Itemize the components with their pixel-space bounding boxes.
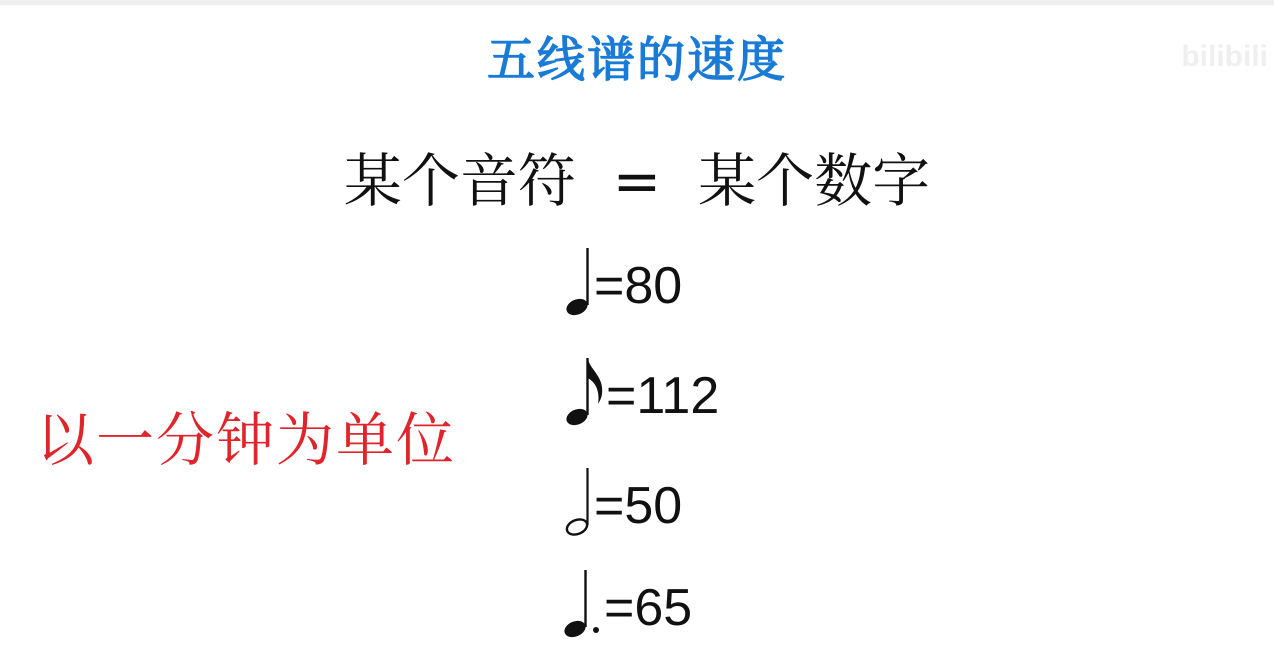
watermark-logo: bilibili <box>1181 40 1268 73</box>
note-equals-number-statement: 某个音符 = 某个数字 <box>343 147 931 215</box>
tempo-mark-dotted-quarter <box>560 560 692 640</box>
tempo-value: =65 <box>604 579 693 637</box>
tempo-value: =112 <box>606 367 720 425</box>
per-minute-unit-label: 以一分钟为单位 <box>36 406 457 474</box>
top-border-strip <box>0 0 1274 5</box>
half-note-icon <box>562 462 596 538</box>
slide-title: 五线谱的速度 <box>486 32 787 88</box>
dotted-quarter-note-icon <box>560 564 606 640</box>
tempo-mark-quarter <box>562 238 682 318</box>
tempo-mark-half <box>562 458 682 538</box>
tempo-mark-eighth <box>562 348 719 428</box>
quarter-note-icon <box>562 242 596 318</box>
tempo-value: =80 <box>594 257 683 315</box>
eighth-note-icon <box>562 352 608 428</box>
tempo-value: =50 <box>594 477 683 535</box>
